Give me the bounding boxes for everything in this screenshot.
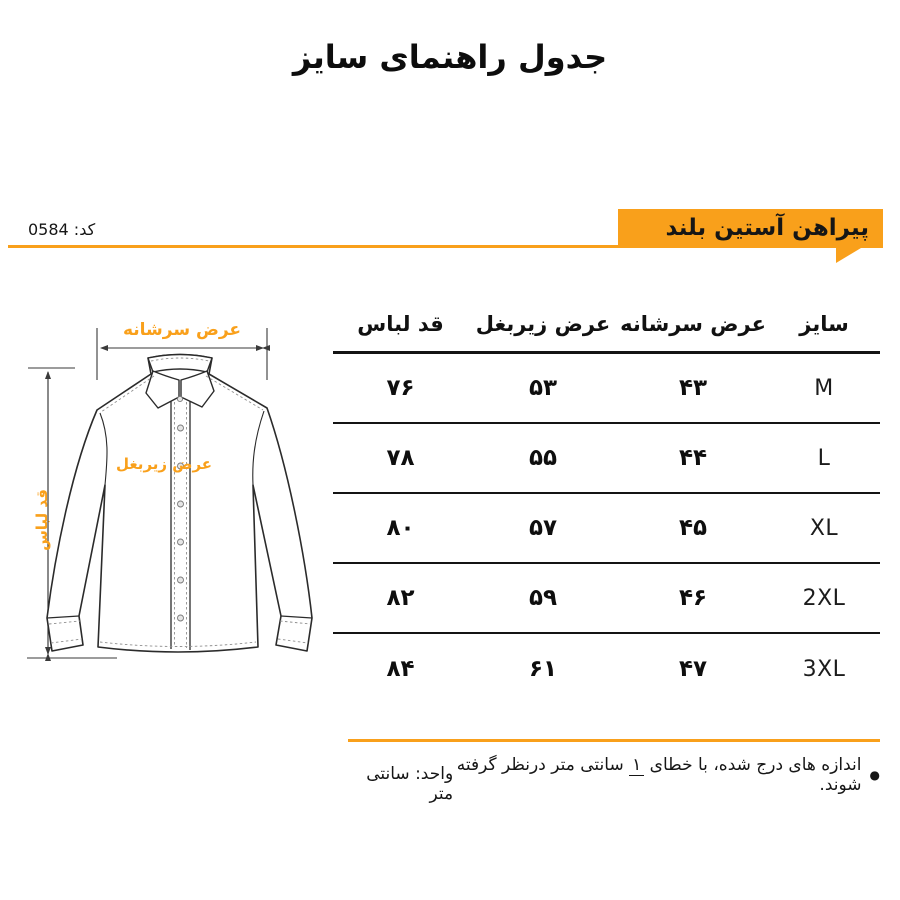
header-size: سایز (799, 311, 849, 336)
length-value: ۷۶ (386, 375, 415, 401)
size-value: 2XL (802, 585, 846, 611)
shoulder-value: ۴۴ (678, 445, 708, 471)
footnote (348, 755, 880, 804)
shoulder-value: ۴۵ (678, 515, 708, 541)
size-value: 3XL (802, 656, 846, 682)
product-banner (618, 209, 883, 248)
footnote-rule (348, 739, 880, 742)
underarm-value: ۵۹ (528, 585, 558, 611)
length-value: ۷۸ (386, 445, 415, 471)
header-length: قد لباس (357, 311, 444, 336)
shirt-flat-drawing-icon (20, 300, 330, 700)
table-row (333, 424, 880, 494)
underarm-value: ۵۷ (528, 515, 558, 541)
product-code: کد: 0584 (28, 220, 96, 239)
underarm-value: ۵۵ (528, 445, 558, 471)
unit-note: واحد: سانتی متر (366, 764, 454, 804)
product-name: پیراهن آستین بلند (665, 215, 869, 241)
tolerance-note (453, 755, 880, 795)
size-table-header (333, 296, 880, 354)
shoulder-value: ۴۶ (678, 585, 708, 611)
length-value: ۸۰ (386, 515, 415, 541)
size-value: L (817, 445, 831, 471)
shirt-measurement-diagram (20, 300, 330, 700)
page-title: جدول راهنمای سایز (292, 38, 608, 76)
header-shoulder: عرض سرشانه (620, 311, 766, 336)
banner-tail-shape (836, 248, 861, 263)
garment-length-label: قد لباس (33, 489, 51, 551)
bullet-icon: ● (869, 768, 880, 782)
note-text: اندازه های درج شده، با خطای ۱ سانتی متر درنظر گرفته شوند. (456, 755, 862, 795)
table-row (333, 494, 880, 564)
size-table (333, 296, 880, 704)
header-underarm: عرض زیربغل (475, 311, 611, 336)
table-row (333, 564, 880, 634)
size-value: XL (809, 515, 839, 541)
table-row (333, 354, 880, 424)
length-value: ۸۲ (386, 585, 415, 611)
shoulder-width-label: عرض سرشانه (122, 320, 242, 340)
banner-rule (8, 245, 618, 248)
underarm-value: ۵۳ (528, 375, 558, 401)
shoulder-value: ۴۳ (678, 375, 708, 401)
tolerance-value: ۱ (629, 755, 644, 776)
size-value: M (814, 375, 834, 401)
length-value: ۸۴ (386, 656, 415, 682)
underarm-width-label: عرض زیربغل (115, 455, 213, 473)
underarm-value: ۶۱ (528, 656, 558, 682)
table-row (333, 634, 880, 704)
shoulder-value: ۴۷ (678, 656, 708, 682)
